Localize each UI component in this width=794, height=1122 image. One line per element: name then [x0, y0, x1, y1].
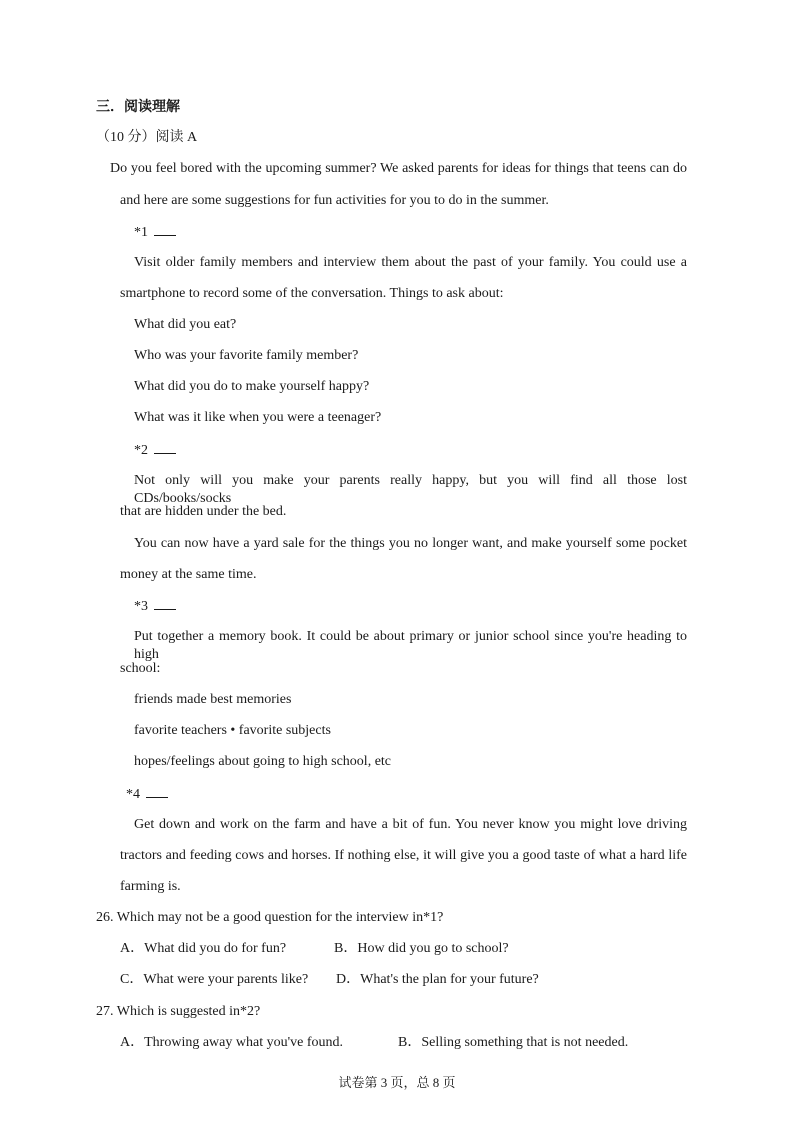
question-stem: 26. Which may not be a good question for the interview in*1? — [96, 910, 444, 925]
paragraph-line: tractors and feeding cows and horses. If nothing else, it will give you a good taste of what a hard life — [120, 848, 687, 863]
list-item: hopes/feelings about going to high school, etc — [134, 754, 392, 769]
paragraph-line: You can now have a yard sale for the things you no longer want, and make yourself some pocket — [134, 536, 687, 551]
item-marker — [134, 597, 176, 616]
option-letter: C． — [120, 972, 144, 987]
option-text: What did you do for fun? — [144, 941, 287, 956]
item-marker — [134, 441, 176, 460]
option-d[interactable] — [336, 971, 539, 989]
paragraph-line: money at the same time. — [120, 567, 257, 582]
option-letter: A． — [120, 1035, 145, 1050]
item-marker — [134, 223, 176, 242]
intro-line: and here are some suggestions for fun activities for you to do in the summer. — [120, 193, 549, 208]
item-number: *3 — [134, 599, 148, 614]
paragraph-line: farming is. — [120, 879, 181, 894]
option-text: What were your parents like? — [143, 972, 309, 987]
option-letter: B． — [334, 941, 358, 956]
option-a[interactable] — [120, 1034, 343, 1052]
paragraph-line: Visit older family members and interview them about the past of your family. You could use a — [134, 255, 687, 270]
list-item: What did you eat? — [134, 317, 237, 332]
option-letter: D． — [336, 972, 361, 987]
paragraph-line: Not only will you make your parents really happy, but you will find all those lost CDs/books/socks — [134, 473, 687, 506]
list-item: favorite teachers • favorite subjects — [134, 723, 331, 738]
item-marker — [126, 785, 168, 804]
option-text: Selling something that is not needed. — [421, 1035, 629, 1050]
answer-blank — [154, 597, 176, 610]
answer-blank — [154, 441, 176, 454]
option-a[interactable] — [120, 940, 286, 958]
answer-blank — [154, 223, 176, 236]
answer-blank — [146, 785, 168, 798]
option-text: Throwing away what you've found. — [144, 1035, 343, 1050]
item-number: *2 — [134, 443, 148, 458]
option-b[interactable] — [334, 940, 509, 958]
option-letter: B． — [398, 1035, 422, 1050]
list-item: Who was your favorite family member? — [134, 348, 359, 363]
item-number: *1 — [134, 225, 148, 240]
paragraph-line: Get down and work on the farm and have a bit of fun. You never know you might love driving — [134, 817, 687, 832]
paragraph-line: that are hidden under the bed. — [120, 504, 287, 519]
paragraph-line: school: — [120, 661, 161, 676]
question-stem: 27. Which is suggested in*2? — [96, 1004, 261, 1019]
list-item: What was it like when you were a teenager? — [134, 410, 382, 425]
item-number: *4 — [126, 787, 140, 802]
paragraph-line: Put together a memory book. It could be about primary or junior school since you're heading to high — [134, 629, 687, 662]
option-c[interactable] — [120, 971, 308, 989]
points-label: （10 分）阅读 A — [96, 130, 198, 145]
list-item: friends made best memories — [134, 692, 292, 707]
section-heading: 三．阅读理解 — [96, 99, 180, 115]
paragraph-line: smartphone to record some of the conversation. Things to ask about: — [120, 286, 504, 301]
option-text: What's the plan for your future? — [360, 972, 539, 987]
list-item: What did you do to make yourself happy? — [134, 379, 370, 394]
option-text: How did you go to school? — [357, 941, 509, 956]
option-letter: A． — [120, 941, 145, 956]
option-b[interactable] — [398, 1034, 628, 1052]
page-footer: 试卷第 3 页，总 8 页 — [338, 1075, 456, 1090]
intro-line: Do you feel bored with the upcoming summer? We asked parents for ideas for things that teens can do — [110, 161, 687, 176]
